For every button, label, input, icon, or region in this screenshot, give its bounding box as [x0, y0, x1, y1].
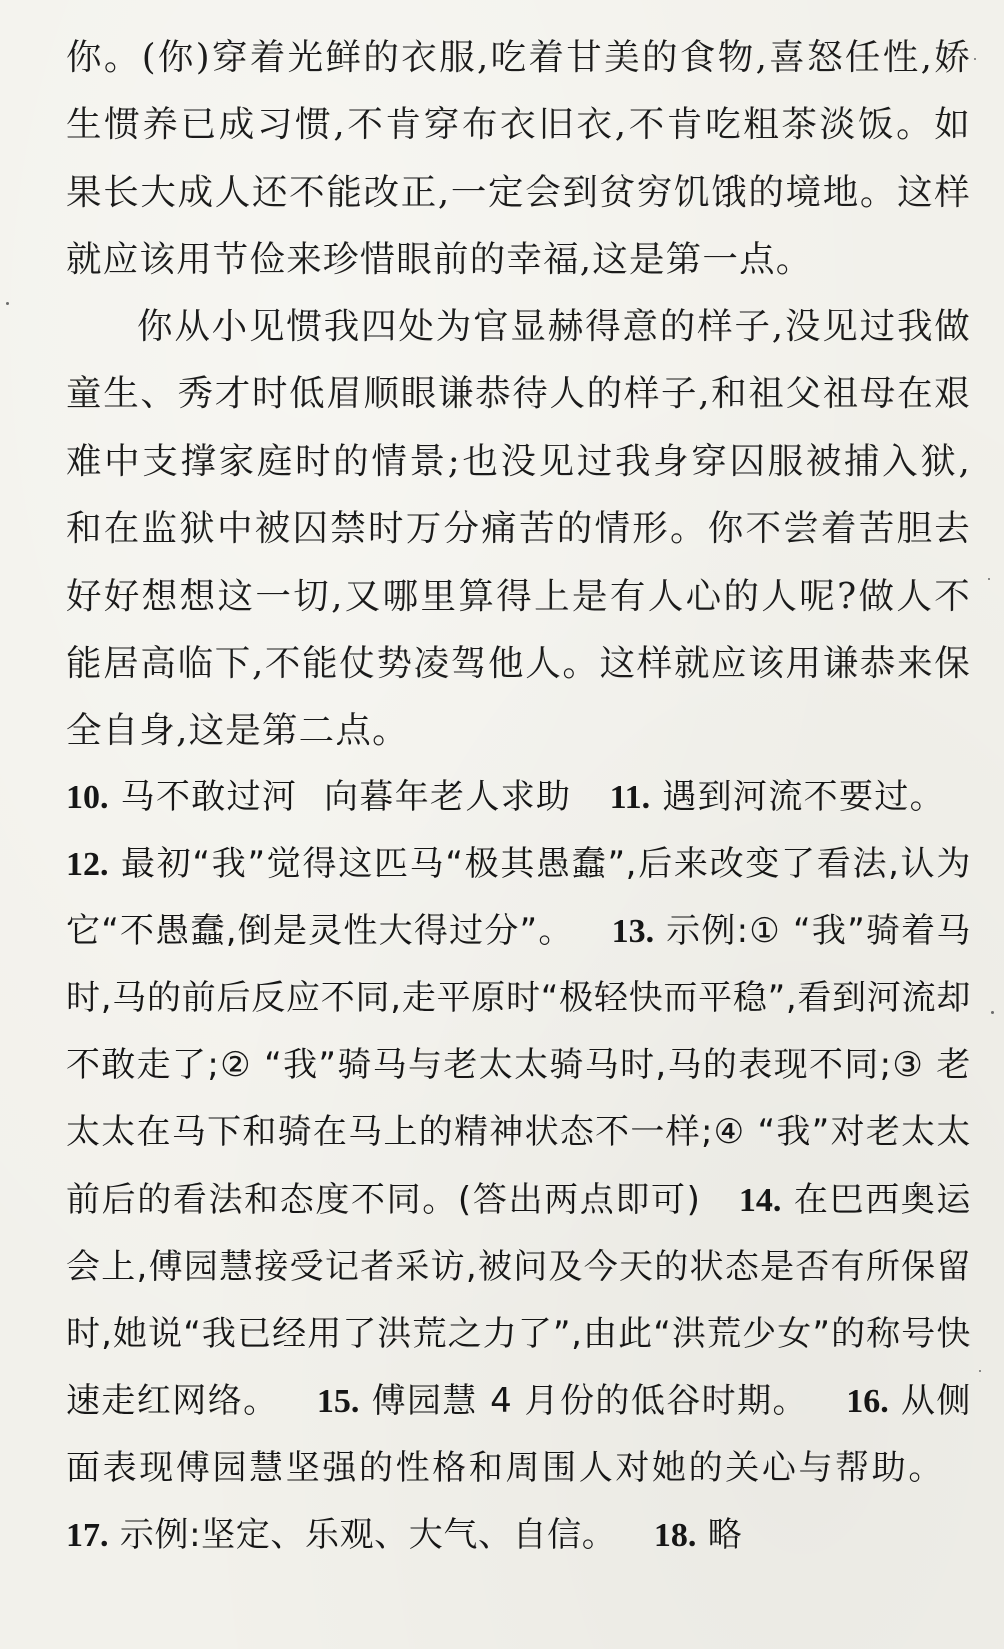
- scan-speck: [979, 1370, 981, 1372]
- scan-speck: [6, 302, 9, 305]
- answer-11-number: 11.: [609, 779, 651, 816]
- answer-12-text: 最初“我”觉得这匹马“极其愚蠢”,后来改变了看法,认为它“不愚蠢,倒是灵性大得过分”。: [66, 844, 971, 952]
- answer-17-number: 17.: [66, 1517, 109, 1555]
- answer-10-text-2: 向暮年老人求助: [323, 777, 572, 817]
- scan-speck: [974, 58, 976, 60]
- translation-paragraph-1: 你。(你)穿着光鲜的衣服,吃着甘美的食物,喜怒任性,娇生惯养已成习惯,不肯穿布衣旧衣,不肯吃粗茶淡饭。如果长大成人还不能改正,一定会到贫穷饥饿的境地。这样就应该用节俭来珍惜眼前的幸福,这是第一点。: [66, 37, 971, 281]
- answer-11-text: 遇到河流不要过。: [662, 777, 946, 817]
- answer-14-text: 在巴西奥运会上,傅园慧接受记者采访,被问及今天的状态是否有所保留时,她说“我已经用了洪荒之力了”,由此“洪荒少女”的称号快速走红网络。: [66, 1179, 971, 1421]
- answer-16-number: 16.: [846, 1382, 889, 1420]
- answer-10-text: 马不敢过河: [120, 777, 298, 817]
- scan-speck: [988, 578, 990, 580]
- scan-speck: [991, 1011, 994, 1014]
- answer-13-text: 示例:① “我”骑着马时,马的前后反应不同,走平原时“极轻快而平稳”,看到河流却不敢走了;② “我”骑马与老太太骑马时,马的表现不同;③ 老太太在马下和骑在马上的精神状态不一样;④ “我”对老太太前后的看法和态度不同。(答出两点即可): [66, 911, 971, 1220]
- answer-17-text: 示例:坚定、乐观、大气、自信。: [119, 1515, 617, 1556]
- answer-section: [66, 764, 971, 1569]
- answer-15-number: 15.: [316, 1382, 360, 1420]
- answer-18-number: 18.: [653, 1517, 697, 1555]
- answer-13-number: 13.: [611, 913, 655, 951]
- translation-paragraph-2: 你从小见惯我四处为官显赫得意的样子,没见过我做童生、秀才时低眉顺眼谦恭待人的样子,和祖父祖母在艰难中支撑家庭时的情景;也没见过我身穿囚服被捕入狱,和在监狱中被囚禁时万分痛苦的情形。你不尝着苦胆去好好想想这一切,又哪里算得上是有人心的人呢?做人不能居高临下,不能仗势凌驾他人。这样就应该用谦恭来保全自身,这是第二点。: [66, 306, 971, 752]
- answer-16-text: 从侧面表现傅园慧坚强的性格和周围人对她的关心与帮助。: [66, 1380, 971, 1488]
- answer-18-text: 略: [707, 1515, 743, 1556]
- answer-15-text: 傅园慧 4 月份的低谷时期。: [371, 1380, 808, 1421]
- answer-12-number: 12.: [66, 846, 109, 884]
- answer-14-number: 14.: [738, 1181, 782, 1219]
- answer-10-number: 10.: [66, 779, 109, 816]
